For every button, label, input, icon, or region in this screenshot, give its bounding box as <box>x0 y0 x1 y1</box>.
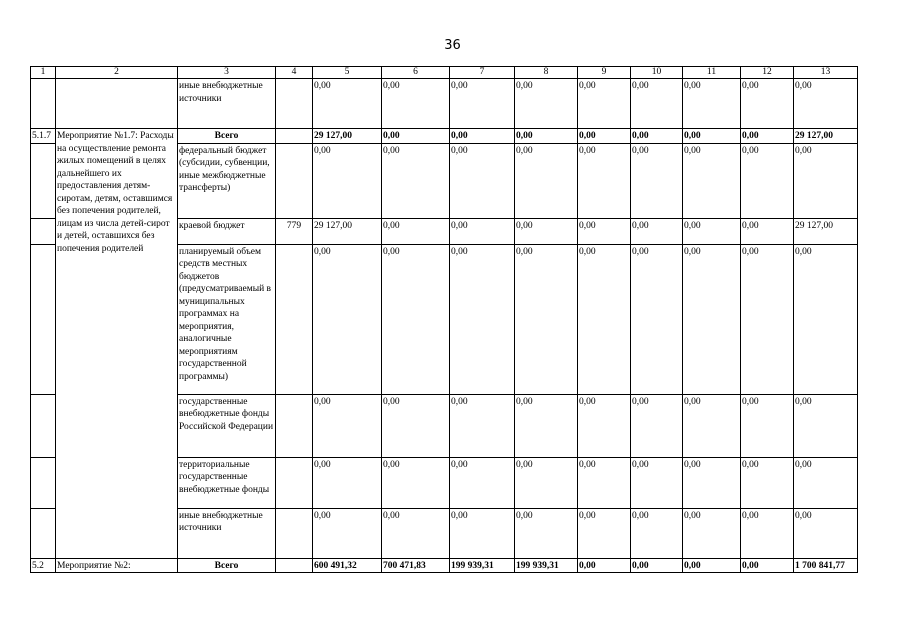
amount-cell: 29 127,00 <box>313 129 382 144</box>
amount-cell: 29 127,00 <box>794 218 858 244</box>
amount-cell: 0,00 <box>683 218 741 244</box>
budget-code-cell <box>276 394 313 457</box>
amount-cell: 0,00 <box>382 218 450 244</box>
amount-cell: 0,00 <box>631 558 683 573</box>
amount-cell: 0,00 <box>515 79 578 129</box>
amount-cell: 0,00 <box>313 79 382 129</box>
budget-code-cell <box>276 558 313 573</box>
amount-cell: 0,00 <box>515 508 578 558</box>
row-number-cell: 5.2 <box>31 558 56 573</box>
header-cell: 9 <box>578 67 631 79</box>
budget-code-cell <box>276 244 313 394</box>
row-number-cell <box>31 508 56 558</box>
budget-table <box>30 66 858 573</box>
amount-cell: 199 939,31 <box>450 558 515 573</box>
amount-cell: 0,00 <box>578 457 631 508</box>
budget-code-cell: 779 <box>276 218 313 244</box>
amount-cell: 0,00 <box>450 457 515 508</box>
amount-cell: 0,00 <box>794 508 858 558</box>
header-cell: 4 <box>276 67 313 79</box>
amount-cell: 0,00 <box>515 143 578 218</box>
header-cell: 8 <box>515 67 578 79</box>
amount-cell: 0,00 <box>683 79 741 129</box>
amount-cell: 0,00 <box>631 244 683 394</box>
amount-cell: 0,00 <box>578 143 631 218</box>
amount-cell: 0,00 <box>741 143 794 218</box>
amount-cell: 0,00 <box>578 558 631 573</box>
row-number-cell <box>31 457 56 508</box>
amount-cell: 0,00 <box>515 394 578 457</box>
activity-name-cell: Мероприятие №1.7: Расходы на осуществление ремонта жилых помещений в целях дальнейшего их предоставления детям-сиротам, детям, оставшимся без попечения родителей, лицам из числа детей-сирот и детей, оставшихся без попечения родителей <box>56 129 178 559</box>
table-row <box>31 558 858 573</box>
amount-cell: 0,00 <box>313 244 382 394</box>
row-number-cell: 5.1.7 <box>31 129 56 144</box>
header-row <box>31 67 858 79</box>
amount-cell: 0,00 <box>515 218 578 244</box>
amount-cell: 0,00 <box>683 143 741 218</box>
amount-cell: 0,00 <box>794 244 858 394</box>
page-number: 36 <box>444 38 461 53</box>
amount-cell: 0,00 <box>741 79 794 129</box>
amount-cell: 0,00 <box>794 394 858 457</box>
funding-source-cell: иные внебюджетные источники <box>178 79 276 129</box>
amount-cell: 700 471,83 <box>382 558 450 573</box>
amount-cell: 0,00 <box>313 457 382 508</box>
row-number-cell <box>31 218 56 244</box>
amount-cell: 0,00 <box>313 508 382 558</box>
amount-cell: 0,00 <box>631 79 683 129</box>
amount-cell: 0,00 <box>382 129 450 144</box>
budget-code-cell <box>276 457 313 508</box>
amount-cell: 0,00 <box>631 129 683 144</box>
header-cell: 5 <box>313 67 382 79</box>
budget-code-cell <box>276 79 313 129</box>
amount-cell: 0,00 <box>515 129 578 144</box>
row-number-cell <box>31 79 56 129</box>
amount-cell: 0,00 <box>794 143 858 218</box>
amount-cell: 0,00 <box>450 394 515 457</box>
amount-cell: 0,00 <box>578 79 631 129</box>
header-cell: 10 <box>631 67 683 79</box>
budget-code-cell <box>276 143 313 218</box>
amount-cell: 0,00 <box>631 218 683 244</box>
amount-cell: 0,00 <box>450 508 515 558</box>
funding-source-cell: Всего <box>178 558 276 573</box>
amount-cell: 0,00 <box>631 508 683 558</box>
header-cell: 13 <box>794 67 858 79</box>
header-cell: 11 <box>683 67 741 79</box>
header-cell: 6 <box>382 67 450 79</box>
amount-cell: 0,00 <box>631 457 683 508</box>
amount-cell: 0,00 <box>382 143 450 218</box>
amount-cell: 0,00 <box>450 218 515 244</box>
table-row <box>31 79 858 129</box>
funding-source-cell: территориальные государственные внебюджетные фонды <box>178 457 276 508</box>
funding-source-cell: иные внебюджетные источники <box>178 508 276 558</box>
funding-source-cell: государственные внебюджетные фонды Российской Федерации <box>178 394 276 457</box>
table-row <box>31 129 858 144</box>
funding-source-cell: краевой бюджет <box>178 218 276 244</box>
amount-cell: 29 127,00 <box>794 129 858 144</box>
amount-cell: 0,00 <box>382 79 450 129</box>
activity-name-cell: Мероприятие №2: <box>56 558 178 573</box>
amount-cell: 0,00 <box>515 244 578 394</box>
funding-source-cell: федеральный бюджет (субсидии, субвенции, иные межбюджетные трансферты) <box>178 143 276 218</box>
header-cell: 1 <box>31 67 56 79</box>
amount-cell: 0,00 <box>450 79 515 129</box>
amount-cell: 0,00 <box>313 143 382 218</box>
amount-cell: 0,00 <box>578 244 631 394</box>
amount-cell: 0,00 <box>741 457 794 508</box>
amount-cell: 0,00 <box>794 457 858 508</box>
row-number-cell <box>31 394 56 457</box>
budget-code-cell <box>276 508 313 558</box>
amount-cell: 0,00 <box>578 394 631 457</box>
amount-cell: 0,00 <box>515 457 578 508</box>
amount-cell: 0,00 <box>631 143 683 218</box>
header-cell: 7 <box>450 67 515 79</box>
amount-cell: 0,00 <box>683 129 741 144</box>
amount-cell: 0,00 <box>683 508 741 558</box>
amount-cell: 0,00 <box>683 457 741 508</box>
amount-cell: 0,00 <box>313 394 382 457</box>
amount-cell: 0,00 <box>741 394 794 457</box>
funding-source-cell: Всего <box>178 129 276 144</box>
amount-cell: 0,00 <box>683 558 741 573</box>
amount-cell: 0,00 <box>631 394 683 457</box>
amount-cell: 0,00 <box>741 508 794 558</box>
amount-cell: 600 491,32 <box>313 558 382 573</box>
header-cell: 2 <box>56 67 178 79</box>
amount-cell: 0,00 <box>741 244 794 394</box>
amount-cell: 0,00 <box>382 457 450 508</box>
amount-cell: 0,00 <box>382 508 450 558</box>
budget-code-cell <box>276 129 313 144</box>
amount-cell: 0,00 <box>578 508 631 558</box>
activity-name-cell <box>56 79 178 129</box>
amount-cell: 0,00 <box>382 394 450 457</box>
amount-cell: 0,00 <box>382 244 450 394</box>
header-cell: 12 <box>741 67 794 79</box>
amount-cell: 0,00 <box>741 558 794 573</box>
header-cell: 3 <box>178 67 276 79</box>
row-number-cell <box>31 143 56 218</box>
row-number-cell <box>31 244 56 394</box>
amount-cell: 199 939,31 <box>515 558 578 573</box>
amount-cell: 0,00 <box>450 143 515 218</box>
amount-cell: 0,00 <box>683 244 741 394</box>
amount-cell: 1 700 841,77 <box>794 558 858 573</box>
amount-cell: 0,00 <box>794 79 858 129</box>
amount-cell: 0,00 <box>741 218 794 244</box>
amount-cell: 0,00 <box>450 244 515 394</box>
amount-cell: 0,00 <box>578 218 631 244</box>
amount-cell: 0,00 <box>578 129 631 144</box>
funding-source-cell: планируемый объем средств местных бюджетов (предусматриваемый в муниципальных программах на мероприятия, аналогичные мероприятиям государственной программы) <box>178 244 276 394</box>
amount-cell: 0,00 <box>683 394 741 457</box>
amount-cell: 0,00 <box>450 129 515 144</box>
amount-cell: 0,00 <box>741 129 794 144</box>
amount-cell: 29 127,00 <box>313 218 382 244</box>
